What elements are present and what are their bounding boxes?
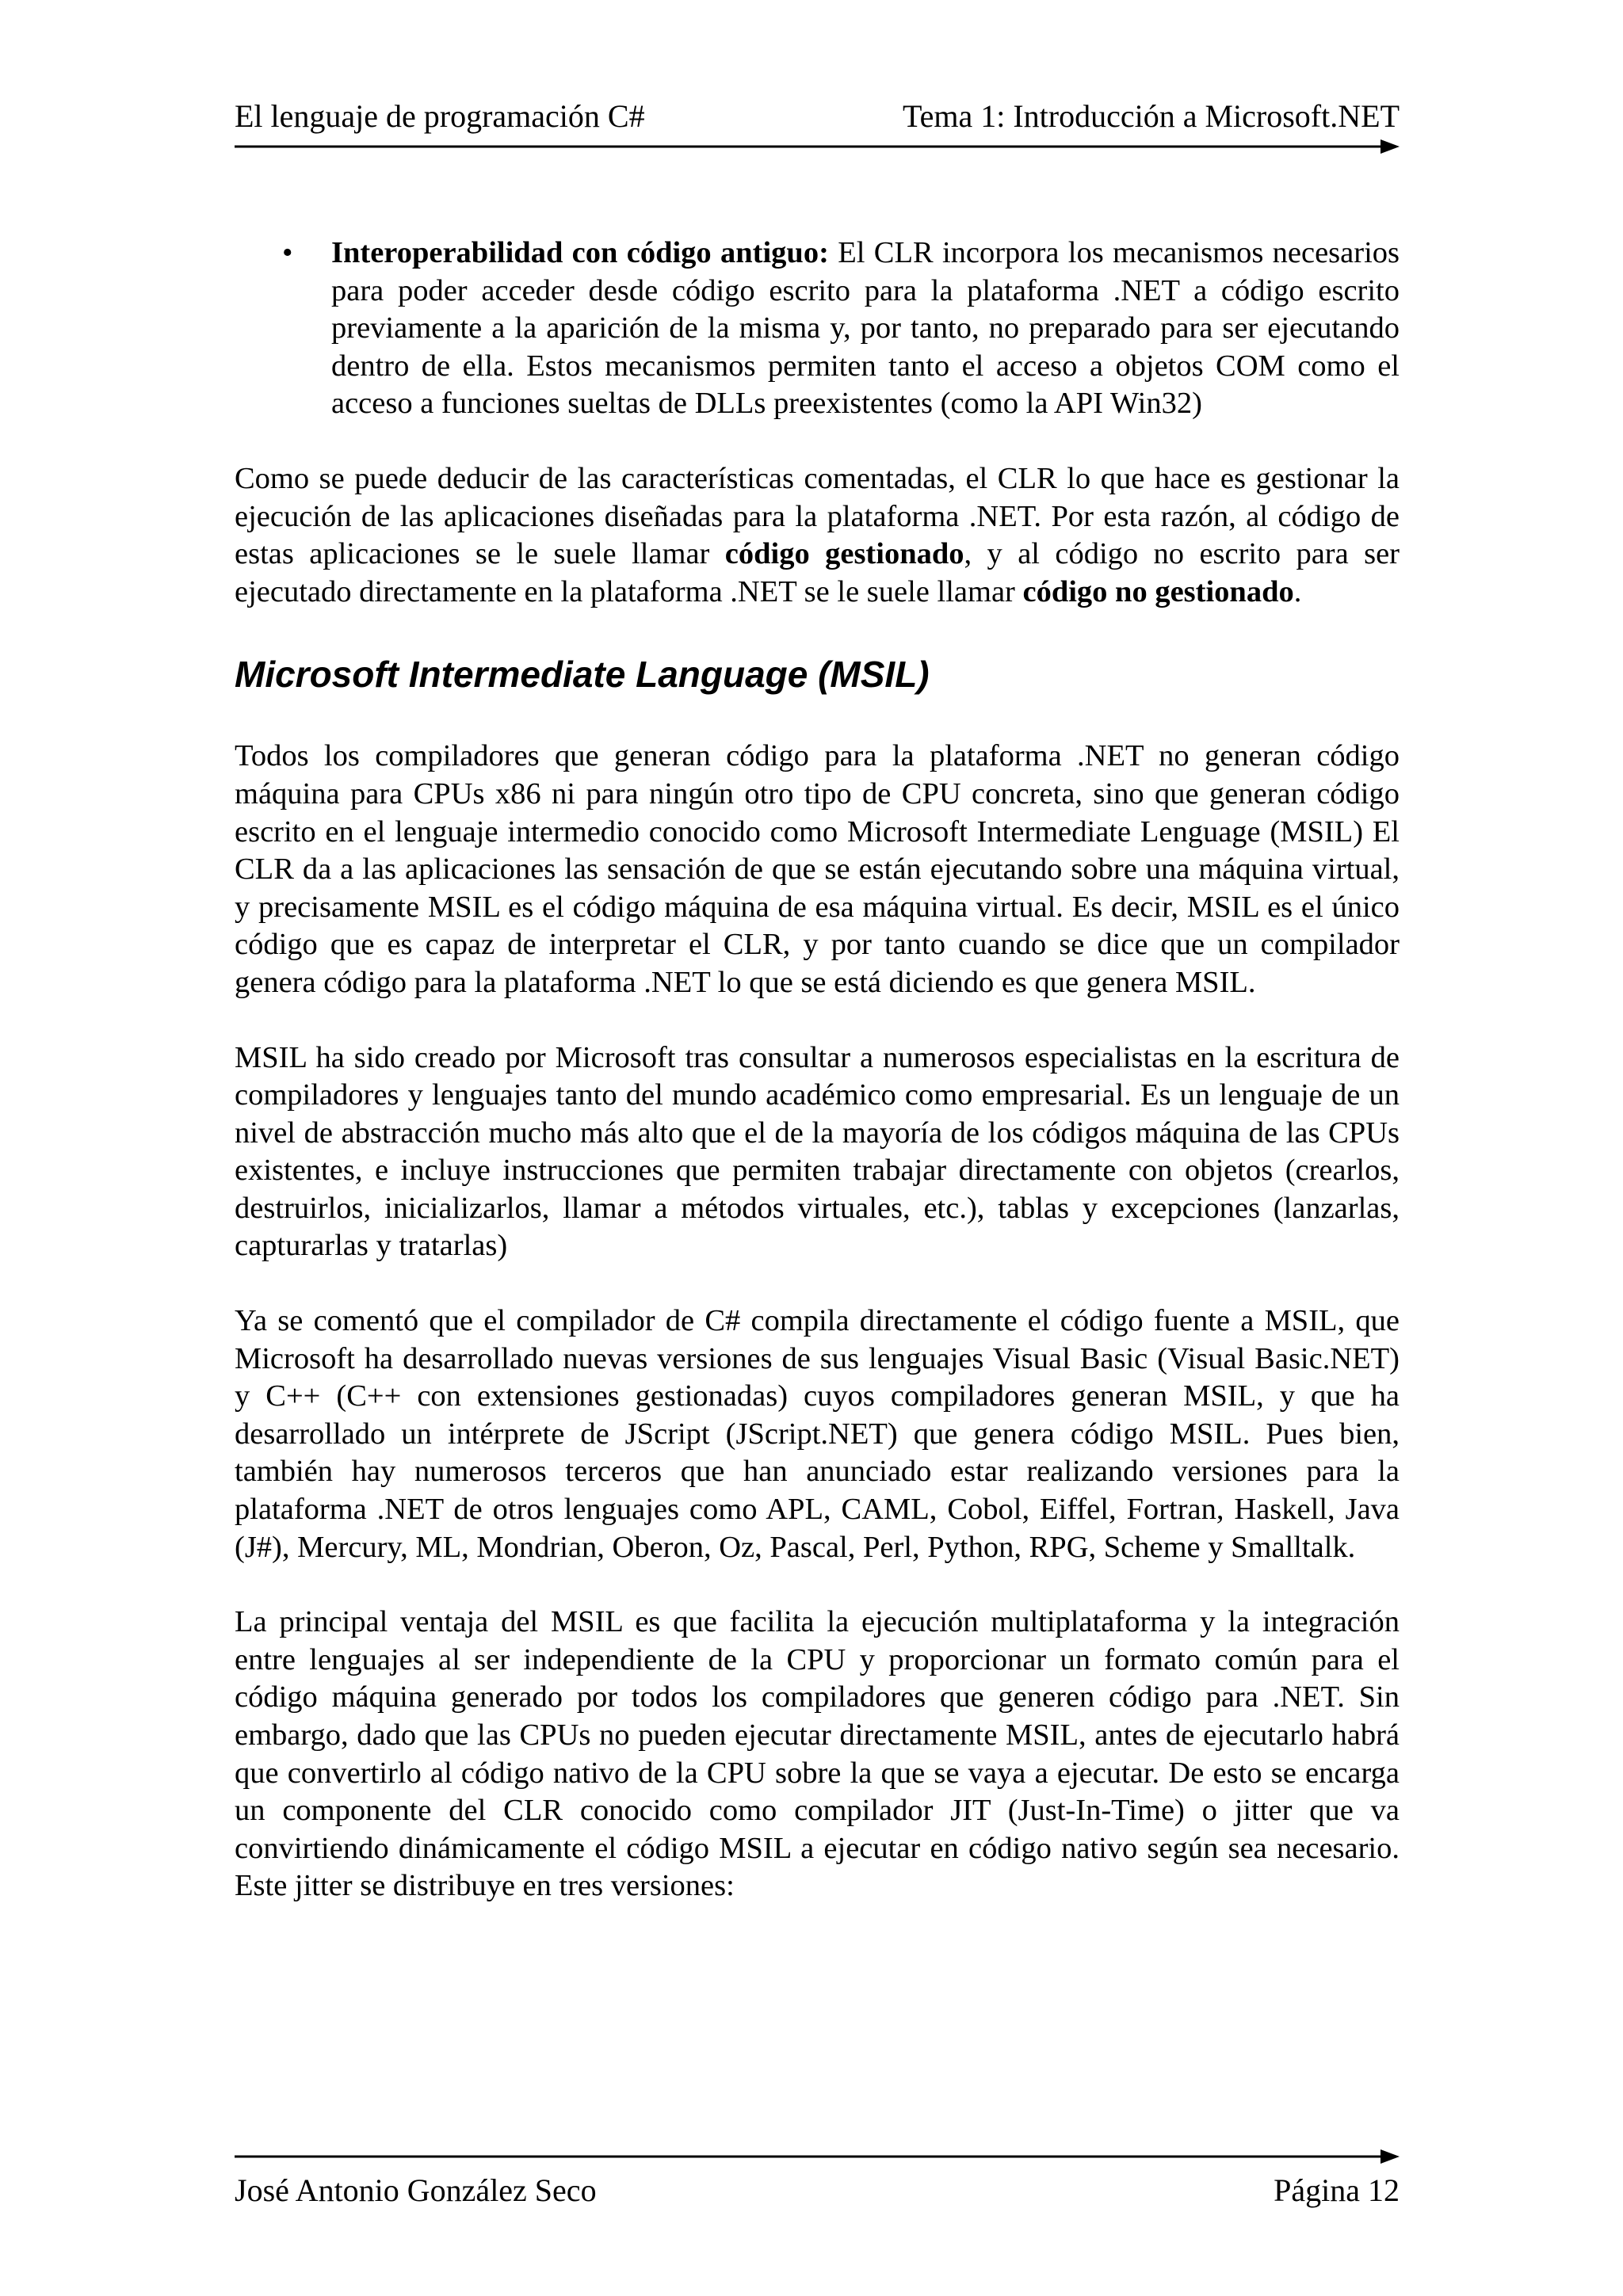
main-content [235,235,1400,1943]
bullet-text: El CLR incorpora los mecanismos necesarios para poder acceder desde código escrito para la plataforma .NET a código escrito previamente a la aparición de la misma y, por tanto, no preparado para ser ejecutando dentro de ella. Estos mecanismos permiten tanto el acceso a objetos COM como el acceso a funciones sueltas de DLLs preexistentes (como la API Win32) [331,236,1400,421]
header-book-title: El lenguaje de programación C# [235,98,645,134]
paragraph-msil-advantage: La principal ventaja del MSIL es que facilita la ejecución multiplataforma y la integración entre lenguajes al ser independiente de la CPU y proporcionar un formato común para el código máquina generado por todos los compiladores que generen código para .NET. Sin embargo, dado que las CPUs no pueden ejecutar directamente MSIL, antes de ejecutarlo habrá que convertirlo al código nativo de la CPU sobre la que se vaya a ejecutar. De esto se encarga un componente del CLR conocido como compilador JIT (Just-In-Time) o jitter que va convirtiendo dinámicamente el código MSIL a ejecutar en código nativo según sea necesario. Este jitter se distribuye en tres versiones: [235,1605,1400,1903]
paragraph-msil-languages: Ya se comentó que el compilador de C# compila directamente el código fuente a MSIL, que Microsoft ha desarrollado nuevas versiones de sus lenguajes Visual Basic (Visual Basic.NET) y C++ (C++ con extensiones gestionadas) cuyos compiladores generan MSIL, y que ha desarrollado un intérprete de JScript (JScript.NET) que genera código MSIL. Pues bien, también hay numerosos terceros que han anunciado estar realizando versiones para la plataforma .NET de otros lenguajes como APL, CAML, Cobol, Eiffel, Fortran, Haskell, Java (J#), Mercury, ML, Mondrian, Oberon, Oz, Pascal, Perl, Python, RPG, Scheme y Smalltalk. [235,1304,1400,1564]
footer-author: José Antonio González Seco [235,2172,597,2208]
paragraph-text: Como se puede deducir de las características comentadas, el CLR lo que hace es gestionar la ejecución de las aplicaciones diseñadas para la plataforma .NET. Por esta razón, al código de estas aplicaciones se le suele llamar [235,461,1400,571]
footer-arrow-rule [235,2143,1400,2170]
bullet-title: Interoperabilidad con código antiguo: [331,236,829,269]
bullet-icon: • [282,236,293,269]
paragraph-clr-management [235,460,1400,611]
footer-page-number: Página 12 [1274,2172,1400,2208]
paragraph-text: , y al código no escrito para ser ejecutado directamente en la plataforma .NET se le suele llamar [235,537,1400,608]
paragraph-msil-intro: Todos los compiladores que generan código para la plataforma .NET no generan código máquina para CPUs x86 ni para ningún otro tipo de CPU concreta, sino que generan código escrito en el lenguaje intermedio conocido como Microsoft Intermediate Lenguage (MSIL) El CLR da a las aplicaciones las sensación de que se están ejecutando sobre una máquina virtual, y precisamente MSIL es el código máquina de esa máquina virtual. Es decir, MSIL es el único código que es capaz de interpretar el CLR, y por tanto cuando se dice que un compilador genera código para la plataforma .NET lo que se está diciendo es que genera MSIL. [235,739,1400,999]
section-heading: Microsoft Intermediate Language (MSIL) [235,654,930,696]
bold-term-unmanaged-code: código no gestionado [1022,574,1294,608]
paragraph-text: . [1293,574,1302,608]
page-footer [235,2171,1400,2218]
list-item [235,235,1400,423]
bold-term-managed-code: código gestionado [724,537,964,571]
header-arrow-rule [235,133,1400,160]
header-chapter-title: Tema 1: Introducción a Microsoft.NET [902,98,1400,134]
paragraph-msil-design: MSIL ha sido creado por Microsoft tras consultar a numerosos especialistas en la escritura de compiladores y lenguajes tanto del mundo académico como empresarial. Es un lenguaje de un nivel de abstracción mucho más alto que el de la mayoría de los códigos máquina de las CPUs existentes, e incluye instrucciones que permiten trabajar directamente con objetos (crearlos, destruirlos, inicializarlos, llamar a métodos virtuales, etc.), tablas y excepciones (lanzarlas, capturarlas y tratarlas) [235,1040,1400,1263]
